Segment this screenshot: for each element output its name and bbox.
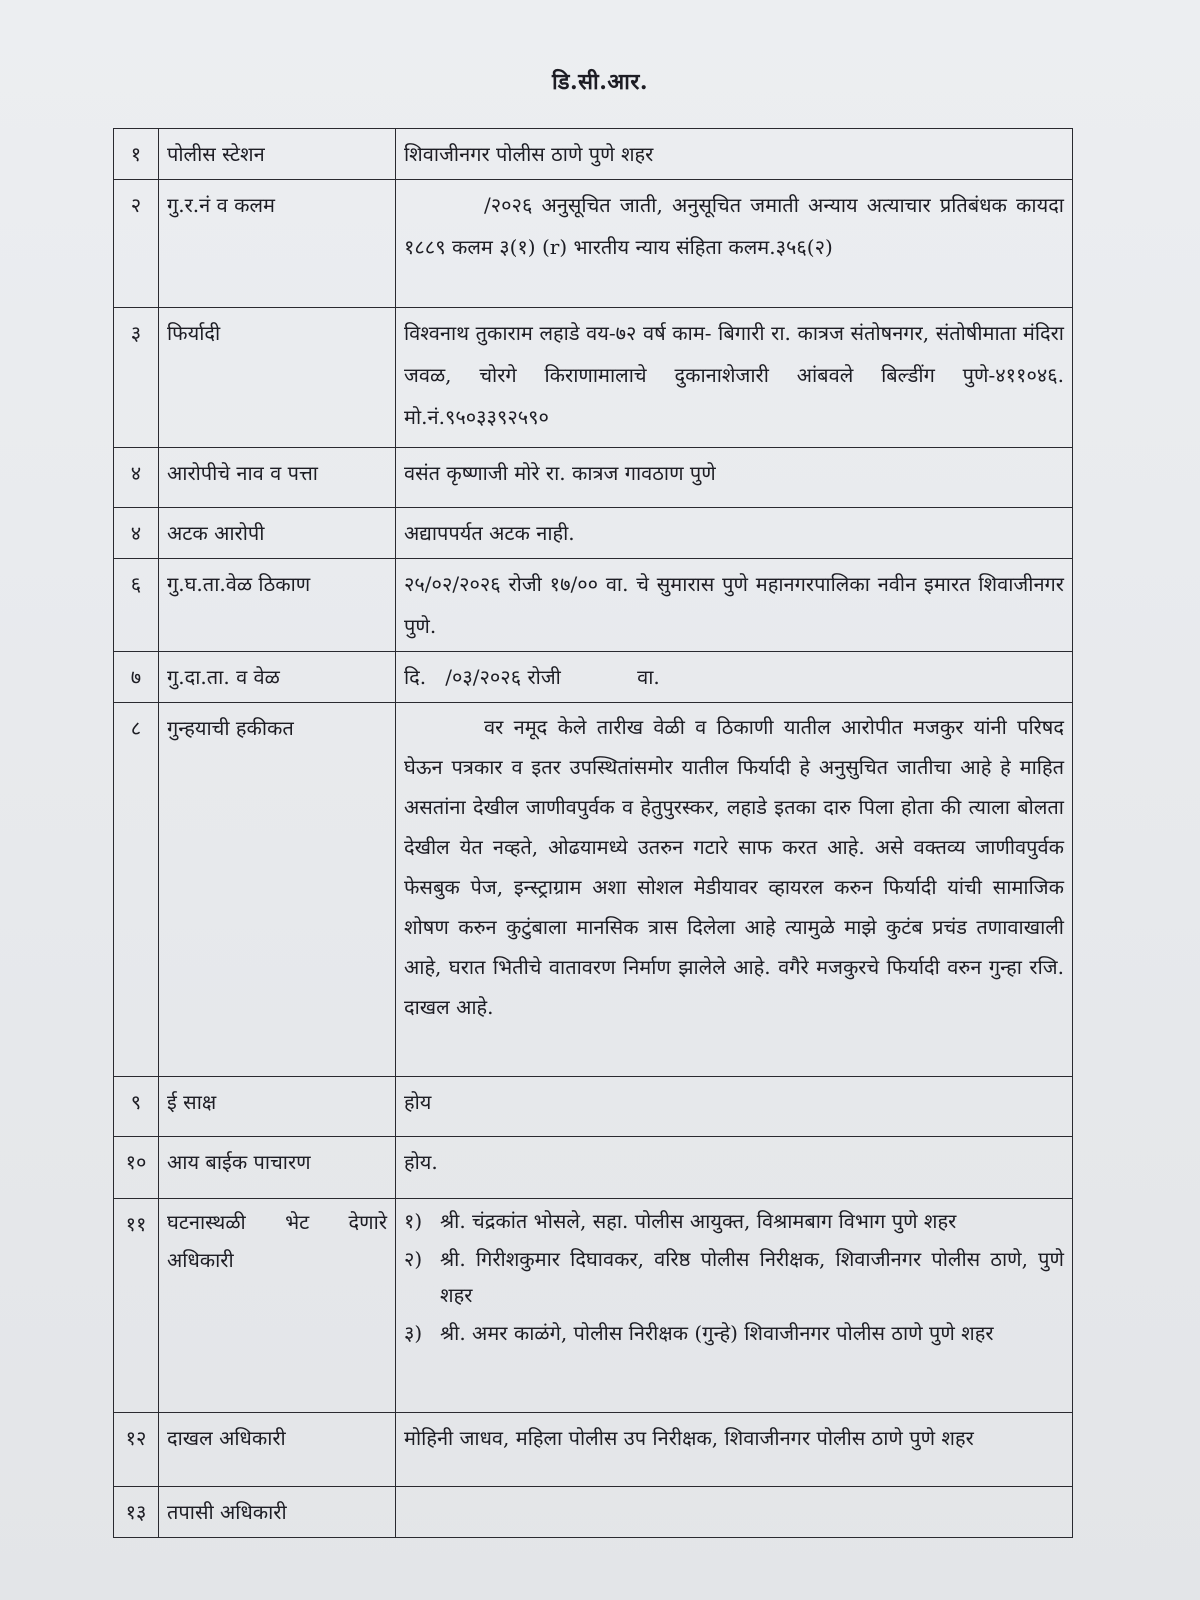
row-value: होय — [396, 1077, 1073, 1137]
list-item-text: श्री. चंद्रकांत भोसले, सहा. पोलीस आयुक्त, विश्रामबाग विभाग पुणे शहर — [440, 1209, 957, 1233]
row-label: आरोपीचे नाव व पत्ता — [159, 448, 396, 508]
table-row — [114, 129, 1073, 180]
row-number: ७ — [114, 652, 159, 703]
table-row — [114, 448, 1073, 508]
row-label: ई साक्ष — [159, 1077, 396, 1137]
row-value: मोहिनी जाधव, महिला पोलीस उप निरीक्षक, शिवाजीनगर पोलीस ठाणे पुणे शहर — [396, 1413, 1073, 1487]
row-number: ९ — [114, 1077, 159, 1137]
table-row — [114, 508, 1073, 559]
row-number: ११ — [114, 1199, 159, 1413]
row-number: ४ — [114, 448, 159, 508]
row-value: २५/०२/२०२६ रोजी १७/०० वा. चे सुमारास पुणे महानगरपालिका नवीन इमारत शिवाजीनगर पुणे. — [396, 559, 1073, 652]
row-label: आय बाईक पाचारण — [159, 1137, 396, 1199]
table-row — [114, 1137, 1073, 1199]
document-title: डि.सी.आर. — [552, 69, 648, 95]
row-label: घटनास्थळी भेट देणारे अधिकारी — [159, 1199, 396, 1413]
table-row — [114, 652, 1073, 703]
table-row — [114, 1487, 1073, 1538]
row-label: फिर्यादी — [159, 308, 396, 448]
crime-narrative: वर नमूद केले तारीख वेळी व ठिकाणी यातील आरोपीत मजकुर यांनी परिषद घेऊन पत्रकार व इतर उपस्थितांसमोर यातील फिर्यादी हे अनुसुचित जातीचा आहे हे माहित असतांना देखील जाणीवपुर्वक व हेतुपुरस्कर, लहाडे इतका दारु पिला होता की त्याला बोलता देखील येत नव्हते, ओढयामध्ये उतरुन गटारे साफ करत आहे. असे वक्तव्य जाणीवपुर्वक फेसबुक पेज, इन्स्ट्राग्राम अशा सोशल मेडीयावर व्हायरल करुन फिर्यादी यांची सामाजिक शोषण करुन कुटुंबाला मानसिक त्रास दिलेला आहे त्यामुळे माझे कुटंब प्रचंड तणावाखाली आहे, घरात भितीचे वातावरण निर्माण झालेले आहे. वगैरे मजकुरचे फिर्यादी वरुन गुन्हा रजि. दाखल आहे. — [396, 703, 1073, 1077]
row-value: वसंत कृष्णाजी मोरे रा. कात्रज गावठाण पुणे — [396, 448, 1073, 508]
list-item — [404, 1315, 1064, 1351]
row-value — [396, 1487, 1073, 1538]
row-value: दि. /०३/२०२६ रोजी वा. — [396, 652, 1073, 703]
row-number: ३ — [114, 308, 159, 448]
row-label: गु.घ.ता.वेळ ठिकाण — [159, 559, 396, 652]
row-label: तपासी अधिकारी — [159, 1487, 396, 1538]
row-label: पोलीस स्टेशन — [159, 129, 396, 180]
table-row — [114, 180, 1073, 308]
row-label: अटक आरोपी — [159, 508, 396, 559]
officer-list — [404, 1203, 1064, 1351]
row-label: दाखल अधिकारी — [159, 1413, 396, 1487]
list-item-number: २) — [404, 1247, 423, 1271]
row-value: विश्वनाथ तुकाराम लहाडे वय-७२ वर्ष काम- बिगारी रा. कात्रज संतोषनगर, संतोषीमाता मंदिरा जवळ, चोरगे किराणामालाचे दुकानाशेजारी आंबवले बिल्डींग पुणे-४११०४६. मो.नं.९५०३३९२५९० — [396, 308, 1073, 448]
row-label: गु.र.नं व कलम — [159, 180, 396, 308]
list-item-number: १) — [404, 1209, 423, 1233]
row-label: गु.दा.ता. व वेळ — [159, 652, 396, 703]
row-value: /२०२६ अनुसूचित जाती, अनुसूचित जमाती अन्याय अत्याचार प्रतिबंधक कायदा १८८९ कलम ३(१) (r) भारतीय न्याय संहिता कलम.३५६(२) — [396, 180, 1073, 308]
row-number: १३ — [114, 1487, 159, 1538]
table-row — [114, 1413, 1073, 1487]
list-item-number: ३) — [404, 1321, 423, 1345]
table-row — [114, 308, 1073, 448]
table-row — [114, 559, 1073, 652]
row-number: ४ — [114, 508, 159, 559]
dcr-table — [113, 128, 1073, 1538]
row-number: ८ — [114, 703, 159, 1077]
row-label: गुन्हयाची हकीकत — [159, 703, 396, 1077]
table-row — [114, 1199, 1073, 1413]
row-number: २ — [114, 180, 159, 308]
list-item-text: श्री. अमर काळंगे, पोलीस निरीक्षक (गुन्हे) शिवाजीनगर पोलीस ठाणे पुणे शहर — [440, 1321, 994, 1345]
row-value: अद्यापपर्यत अटक नाही. — [396, 508, 1073, 559]
row-number: १२ — [114, 1413, 159, 1487]
list-item-text: श्री. गिरीशकुमार दिघावकर, वरिष्ठ पोलीस निरीक्षक, शिवाजीनगर पोलीस ठाणे, पुणे शहर — [440, 1247, 1064, 1307]
table-row — [114, 703, 1073, 1077]
row-number: ६ — [114, 559, 159, 652]
list-item — [404, 1203, 1064, 1239]
row-value: शिवाजीनगर पोलीस ठाणे पुणे शहर — [396, 129, 1073, 180]
row-number: १ — [114, 129, 159, 180]
table-row — [114, 1077, 1073, 1137]
list-item — [404, 1241, 1064, 1313]
row-number: १० — [114, 1137, 159, 1199]
officers-cell — [396, 1199, 1073, 1413]
row-value: होय. — [396, 1137, 1073, 1199]
